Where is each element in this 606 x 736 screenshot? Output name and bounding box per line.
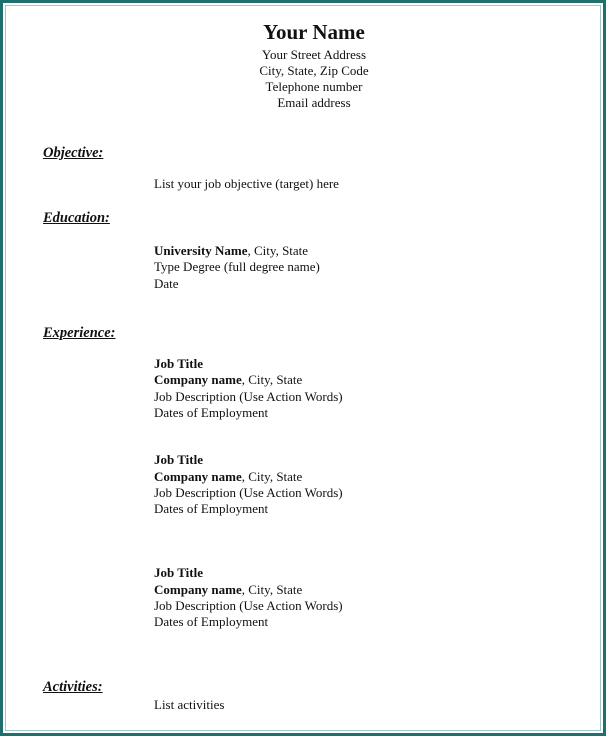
objective-heading: Objective: [43,145,104,161]
university-name: University Name [154,243,248,258]
company-name: Company name [154,372,242,387]
resume-name: Your Name [263,20,365,44]
employment-dates: Dates of Employment [154,405,269,420]
education-heading: Education: [43,210,110,226]
city-state-zip: City, State, Zip Code [259,63,369,78]
education-date: Date [154,276,179,291]
company-name: Company name [154,582,242,597]
company-location: , City, State [241,372,303,387]
degree-line: Type Degree (full degree name) [154,259,320,274]
job-description: Job Description (Use Action Words) [154,598,343,613]
company-line [154,582,302,598]
university-location: , City, State [247,243,309,258]
job-title: Job Title [154,356,204,371]
job-description: Job Description (Use Action Words) [154,389,343,404]
job-title: Job Title [154,452,204,467]
job-title: Job Title [154,565,204,580]
street-address: Your Street Address [261,47,367,62]
company-line [154,469,302,485]
company-location: , City, State [241,469,303,484]
company-line [154,372,302,388]
activities-heading: Activities: [43,679,103,695]
employment-dates: Dates of Employment [154,501,269,516]
employment-dates: Dates of Employment [154,614,269,629]
job-description: Job Description (Use Action Words) [154,485,343,500]
objective-text: List your job objective (target) here [154,176,339,191]
activities-text: List activities [154,697,225,712]
company-name: Company name [154,469,242,484]
company-location: , City, State [241,582,303,597]
experience-heading: Experience: [43,325,116,341]
telephone: Telephone number [265,79,363,94]
email: Email address [277,95,351,110]
university-line [154,243,308,259]
